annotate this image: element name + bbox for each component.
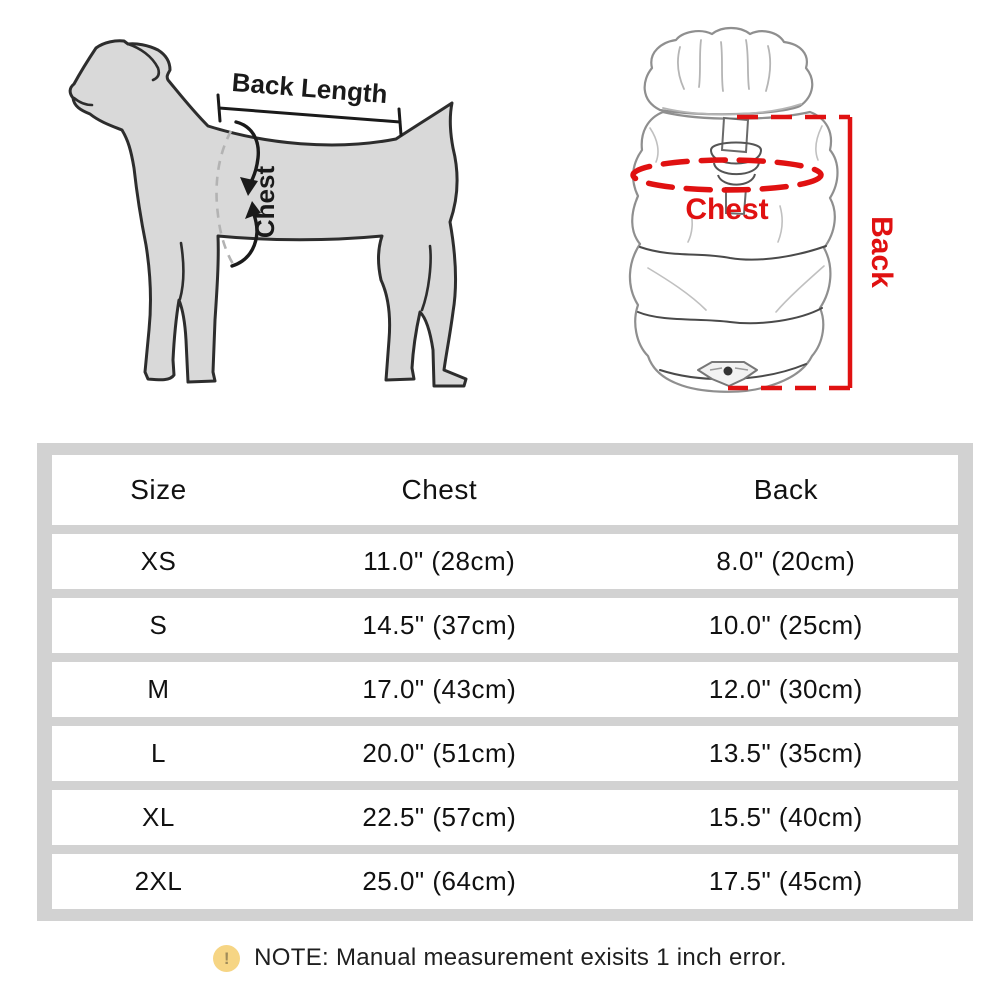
cell-back: 10.0" (25cm) [708,610,863,640]
cell-chest: 22.5" (57cm) [362,802,517,832]
table-row [52,790,958,845]
jacket-back-label: Back [865,216,898,288]
cell-chest: 25.0" (64cm) [362,866,517,896]
column-header-size: Size [130,474,187,505]
table-row [52,854,958,909]
measurement-illustrations [0,0,1000,432]
cell-size: 2XL [134,866,183,896]
cell-size: XL [142,802,175,832]
cell-size: S [149,610,168,640]
note-text: NOTE: Manual measurement exisits 1 inch error. [254,944,787,971]
cell-size: M [147,674,170,704]
jacket-diagram [630,28,898,392]
size-table [37,443,973,921]
warning-icon: ! [213,945,240,972]
cell-chest: 11.0" (28cm) [363,546,516,576]
jacket-collar-outline [645,28,813,114]
cell-chest: 20.0" (51cm) [362,738,517,768]
table-header-row [52,455,958,525]
back-length-label: Back Length [230,66,389,110]
cell-back: 8.0" (20cm) [716,546,856,576]
cell-size: XS [140,546,177,576]
note [0,944,1000,972]
cell-back: 15.5" (40cm) [708,802,863,832]
cell-chest: 14.5" (37cm) [362,610,517,640]
dog-diagram [70,41,466,386]
table-row [52,598,958,653]
table-row [52,662,958,717]
column-header-chest: Chest [401,474,478,505]
measurement-diagram [0,0,1000,432]
cell-back: 17.5" (45cm) [708,866,863,896]
jacket-chest-label: Chest [685,193,769,226]
table-row [52,534,958,589]
cell-back: 13.5" (35cm) [708,738,863,768]
cell-chest: 17.0" (43cm) [362,674,517,704]
cell-size: L [150,738,166,768]
column-header-back: Back [753,474,818,505]
table-row [52,726,958,781]
dog-chest-label: Chest [250,165,280,239]
cell-back: 12.0" (30cm) [708,674,863,704]
